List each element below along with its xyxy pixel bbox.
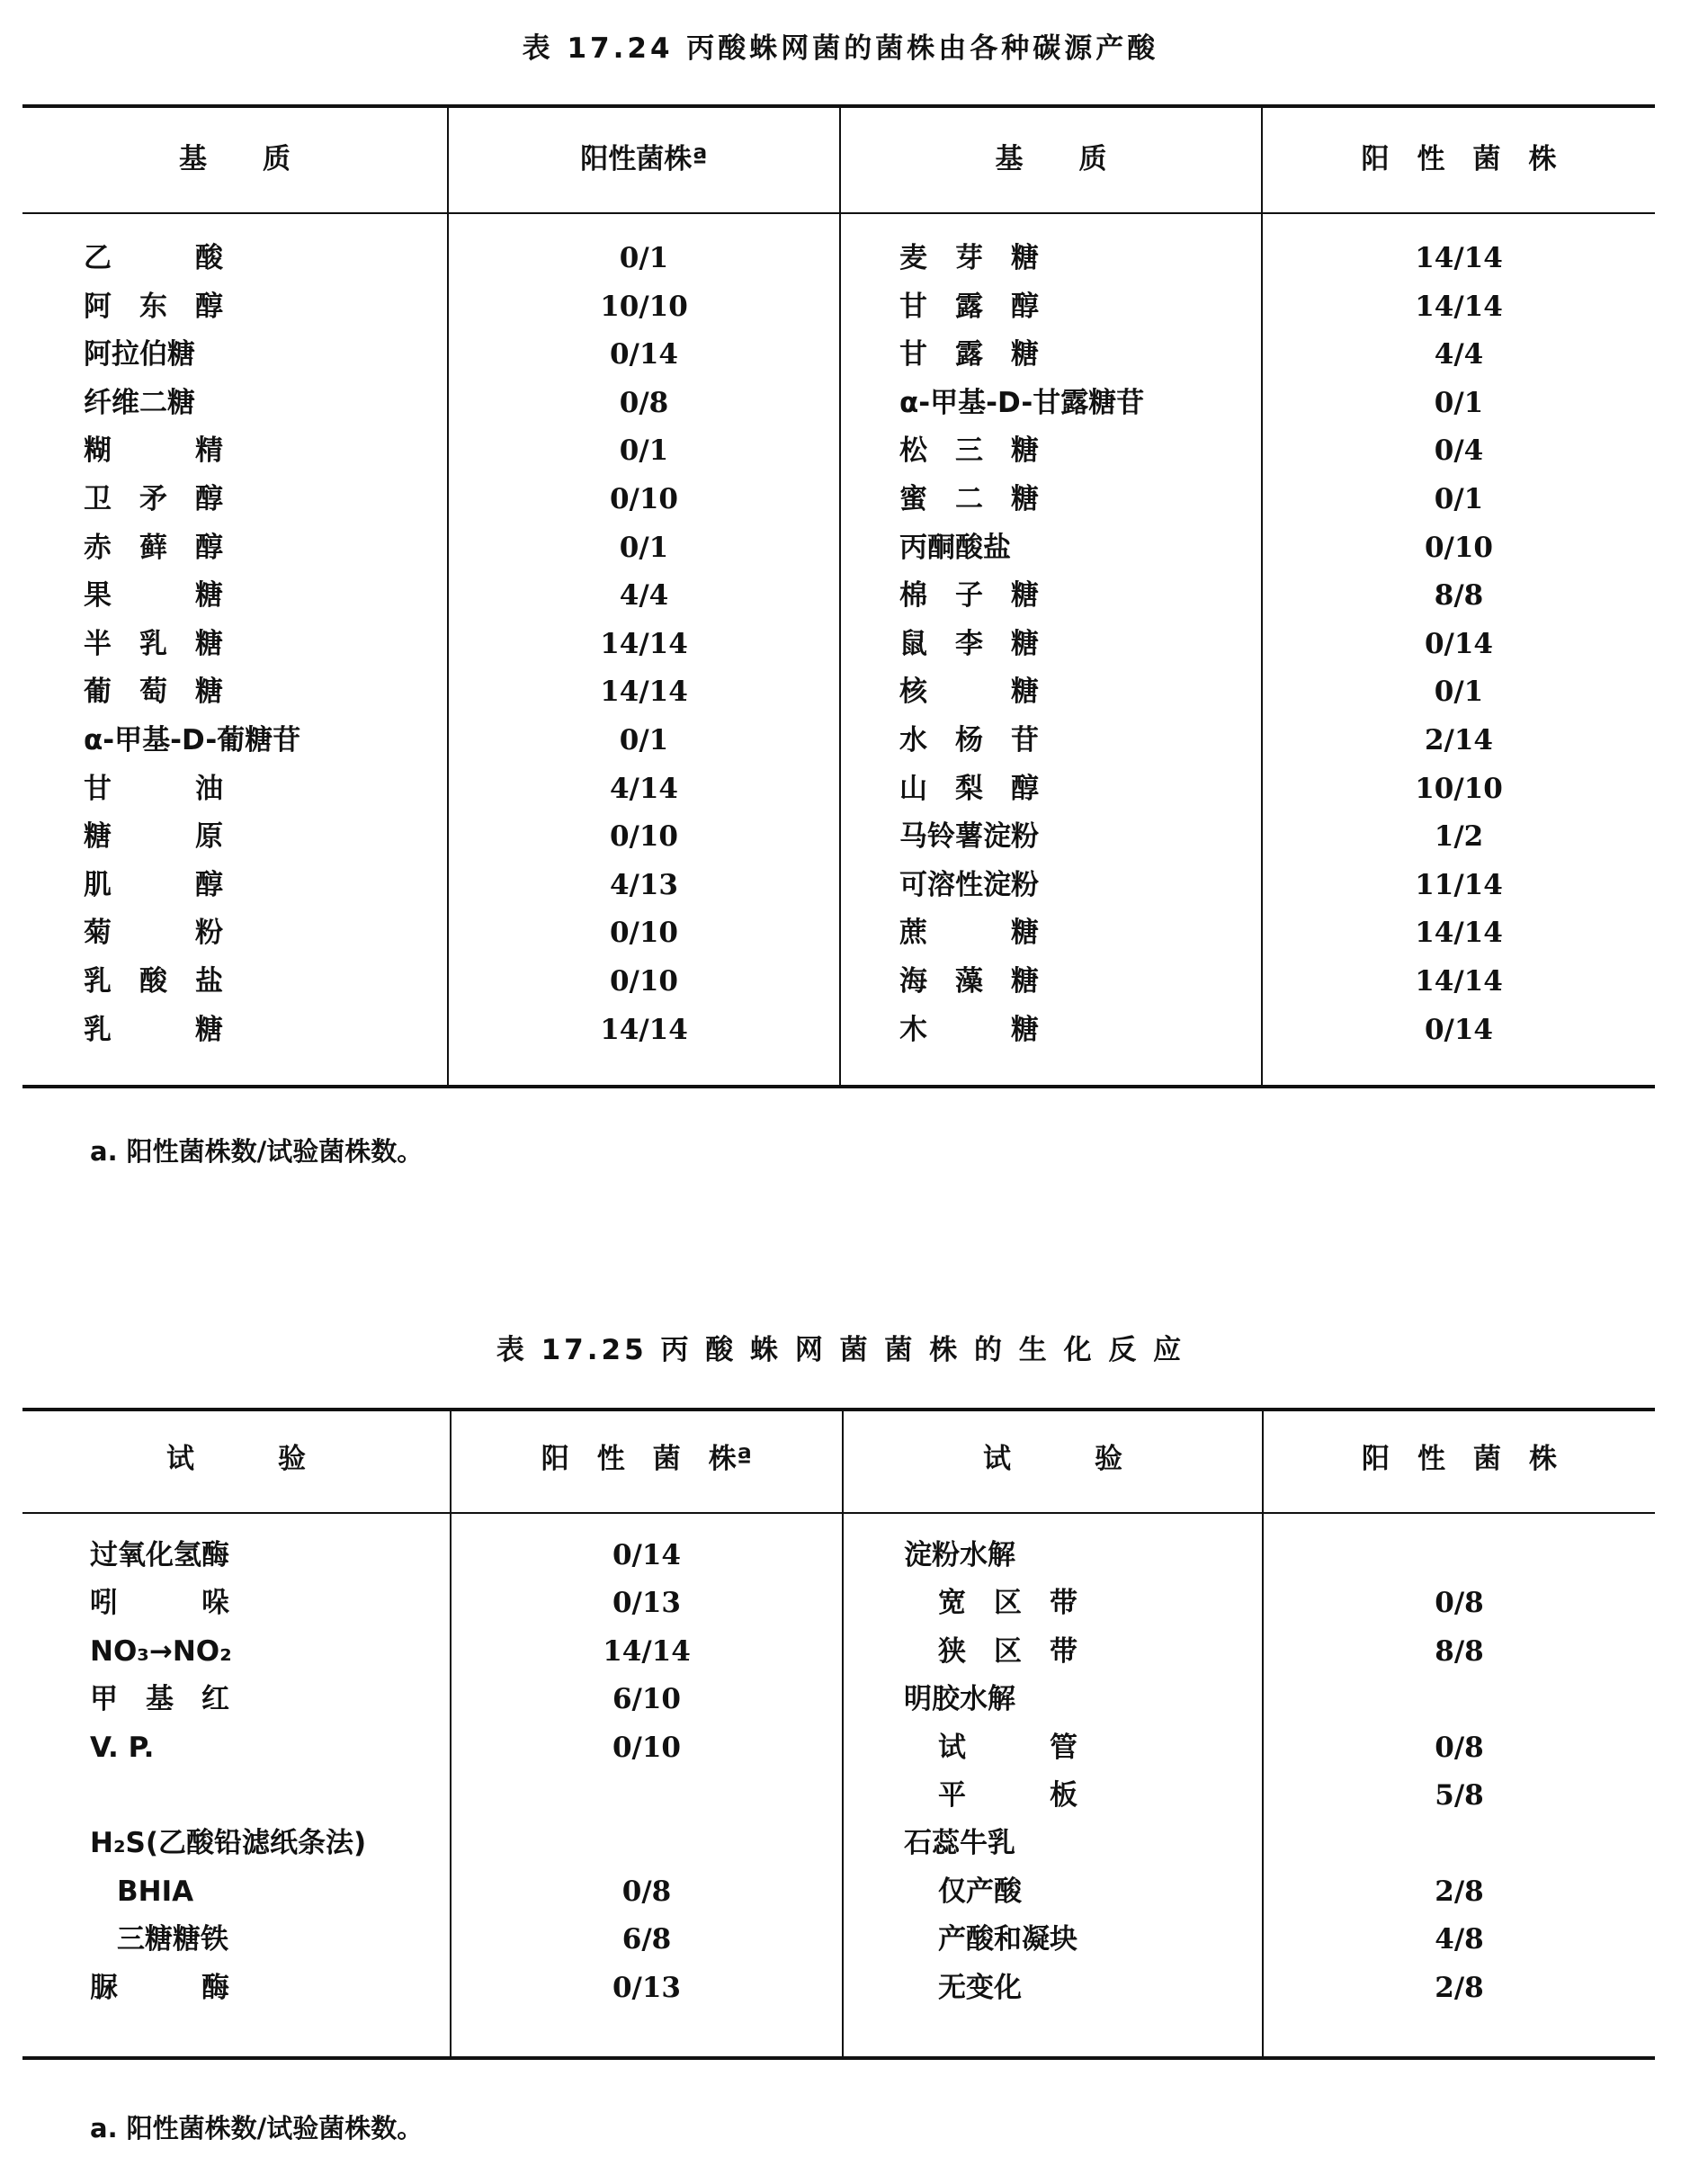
table1-value-cell: 0/14 bbox=[609, 338, 679, 371]
table2-footnote: a. 阳性菌株数/试验菌株数。 bbox=[90, 2113, 424, 2144]
table2-value-cell: 0/14 bbox=[612, 1539, 682, 1571]
table2-test-cell: BHIA bbox=[117, 1875, 194, 1908]
table1-value-cell: 0/8 bbox=[619, 386, 669, 419]
table1-value-cell: 0/10 bbox=[1424, 531, 1494, 564]
table1-header-positive-right: 阳 性 菌 株 bbox=[1361, 143, 1557, 175]
table2-value-cell: 0/8 bbox=[1435, 1587, 1484, 1620]
table1-value-cell: 0/1 bbox=[1434, 483, 1484, 515]
table1-substrate-cell: 乳 酸 盐 bbox=[84, 965, 223, 998]
table1-substrate-cell: 蜜 二 糖 bbox=[899, 483, 1039, 515]
table1-value-cell: 0/1 bbox=[619, 724, 669, 756]
table-row bbox=[22, 283, 1655, 331]
table1-substrate-cell: 鼠 李 糖 bbox=[899, 627, 1039, 660]
table1-substrate-cell: α-甲基-D-葡糖苷 bbox=[84, 724, 301, 756]
table1-substrate-cell: 蔗 糖 bbox=[899, 917, 1039, 950]
table2-test-cell: 狭 区 带 bbox=[938, 1634, 1077, 1668]
table1-substrate-cell: 赤 藓 醇 bbox=[84, 531, 223, 564]
table1-substrate-cell: α-甲基-D-甘露糖苷 bbox=[899, 386, 1145, 419]
table1-value-cell: 14/14 bbox=[1415, 290, 1503, 323]
table2-value-cell bbox=[1264, 1676, 1655, 1723]
table-row bbox=[22, 380, 1655, 427]
table-row bbox=[22, 331, 1655, 379]
table1-value-cell: 14/14 bbox=[1415, 242, 1503, 274]
table2-test-cell: 甲 基 红 bbox=[90, 1683, 229, 1716]
table-row bbox=[22, 427, 1655, 475]
table1-value-cell: 8/8 bbox=[1434, 579, 1484, 613]
table-row bbox=[22, 958, 1655, 1006]
table1-substrate-cell: 菊 粉 bbox=[84, 917, 223, 950]
table1-substrate-cell: 丙酮酸盐 bbox=[899, 531, 1011, 564]
table1-substrate-cell: 果 糖 bbox=[84, 579, 223, 613]
table1-substrate-cell: 核 糖 bbox=[899, 676, 1039, 709]
table-row bbox=[22, 1724, 1655, 1772]
table2-test-cell: 平 板 bbox=[938, 1779, 1077, 1812]
table1-value-cell: 10/10 bbox=[1415, 772, 1503, 805]
table1-header-substrate-right: 基 质 bbox=[995, 143, 1107, 175]
table-row bbox=[22, 668, 1655, 716]
table1-value-cell: 0/10 bbox=[609, 965, 679, 998]
table1-value-cell: 0/10 bbox=[609, 917, 679, 950]
table-row bbox=[22, 1580, 1655, 1627]
table1-substrate-cell: 木 糖 bbox=[899, 1013, 1039, 1046]
table2-value-cell: 0/8 bbox=[621, 1875, 672, 1908]
table1-substrate-cell: 棉 子 糖 bbox=[899, 579, 1039, 613]
table1-caption: 表 17.24 丙酸蛛网菌的菌株由各种碳源产酸 bbox=[522, 32, 1159, 65]
table1-substrate-cell: 甘 露 糖 bbox=[899, 338, 1039, 371]
table1-substrate-cell: 阿 东 醇 bbox=[84, 290, 223, 323]
table2-test-cell: 宽 区 带 bbox=[938, 1587, 1077, 1620]
table-row bbox=[22, 1628, 1655, 1676]
table2-test-cell: 淀粉水解 bbox=[904, 1539, 1015, 1571]
table1-header-positive-left: 阳性菌株ª bbox=[580, 143, 708, 175]
table2-value-cell: 14/14 bbox=[603, 1634, 691, 1668]
table2-value-cell: 6/10 bbox=[612, 1683, 682, 1716]
table1-substrate-cell: 糖 原 bbox=[84, 820, 223, 854]
table-row bbox=[22, 1772, 1655, 1820]
table1 bbox=[22, 104, 1655, 1088]
table2-test-cell: H₂S(乙酸铅滤纸条法) bbox=[90, 1827, 367, 1860]
table2-test-cell: NO₃→NO₂ bbox=[90, 1634, 232, 1668]
table2-value-cell: 0/13 bbox=[612, 1971, 682, 2004]
table2-test-cell: 吲 哚 bbox=[90, 1587, 229, 1620]
table1-substrate-cell: 半 乳 糖 bbox=[84, 627, 223, 660]
table-row bbox=[22, 1676, 1655, 1723]
table1-value-cell: 1/2 bbox=[1434, 820, 1484, 854]
table2-header-test-left: 试 验 bbox=[166, 1443, 306, 1475]
table1-value-cell: 10/10 bbox=[600, 290, 688, 323]
table1-value-cell: 4/4 bbox=[1434, 338, 1484, 371]
table2-test-cell: 三糖糖铁 bbox=[117, 1923, 228, 1956]
table-row bbox=[22, 765, 1655, 813]
table2-value-cell: 4/8 bbox=[1435, 1923, 1484, 1956]
table1-value-cell: 4/14 bbox=[609, 772, 679, 805]
table2-test-cell: 过氧化氢酶 bbox=[90, 1539, 229, 1571]
table2-value-cell: 2/8 bbox=[1435, 1875, 1484, 1908]
table2-header-test-right: 试 验 bbox=[983, 1443, 1122, 1475]
table2-header-positive-right: 阳 性 菌 株 bbox=[1362, 1443, 1557, 1475]
table1-substrate-cell: 卫 矛 醇 bbox=[84, 483, 223, 515]
table1-value-cell: 0/1 bbox=[619, 434, 669, 468]
table1-value-cell: 0/10 bbox=[609, 483, 679, 515]
table-row bbox=[22, 1532, 1655, 1580]
table1-substrate-cell: 肌 醇 bbox=[84, 868, 223, 901]
table1-substrate-cell: 麦 芽 糖 bbox=[899, 242, 1039, 274]
table2-test-cell: 无变化 bbox=[938, 1971, 1022, 2004]
table1-substrate-cell: 可溶性淀粉 bbox=[899, 868, 1039, 901]
table1-footnote: a. 阳性菌株数/试验菌株数。 bbox=[90, 1136, 424, 1167]
table2-bottom-rule bbox=[22, 2056, 1655, 2060]
table1-substrate-cell: 葡 萄 糖 bbox=[84, 676, 223, 709]
table1-substrate-cell: 乳 糖 bbox=[84, 1013, 223, 1046]
table-row bbox=[22, 1007, 1655, 1054]
table1-header-substrate-left: 基 质 bbox=[179, 143, 291, 175]
table1-substrate-cell: 甘 露 醇 bbox=[899, 290, 1039, 323]
table1-value-cell: 14/14 bbox=[1415, 917, 1503, 950]
table2-test-cell: V. P. bbox=[90, 1731, 155, 1764]
table1-value-cell: 2/14 bbox=[1424, 724, 1494, 756]
table-row bbox=[22, 909, 1655, 957]
table1-value-cell: 14/14 bbox=[1415, 965, 1503, 998]
table2-value-cell: 0/13 bbox=[612, 1587, 682, 1620]
table-row bbox=[22, 476, 1655, 524]
table2-value-cell bbox=[452, 1772, 842, 1820]
table2-header-rule bbox=[22, 1512, 1655, 1514]
table-row bbox=[22, 1868, 1655, 1916]
table1-substrate-cell: 阿拉伯糖 bbox=[84, 338, 195, 371]
table1-value-cell: 0/4 bbox=[1434, 434, 1484, 468]
table-row bbox=[22, 572, 1655, 620]
table2-test-cell: 脲 酶 bbox=[90, 1971, 229, 2004]
table2-value-cell: 2/8 bbox=[1435, 1971, 1484, 2004]
table2 bbox=[22, 1408, 1655, 2060]
table-row bbox=[22, 621, 1655, 668]
table2-test-cell: 仅产酸 bbox=[938, 1875, 1022, 1908]
table1-value-cell: 14/14 bbox=[600, 627, 688, 660]
table1-substrate-cell: 糊 精 bbox=[84, 434, 223, 468]
table-row bbox=[22, 235, 1655, 282]
table1-substrate-cell: 海 藻 糖 bbox=[899, 965, 1039, 998]
table1-value-cell: 4/4 bbox=[619, 579, 669, 613]
table2-header-positive-left: 阳 性 菌 株ª bbox=[541, 1443, 753, 1475]
table2-value-cell: 6/8 bbox=[621, 1923, 672, 1956]
table-row bbox=[22, 1820, 1655, 1867]
table1-value-cell: 11/14 bbox=[1415, 868, 1503, 901]
table1-value-cell: 0/1 bbox=[619, 531, 669, 564]
table1-value-cell: 4/13 bbox=[609, 868, 679, 901]
table-row bbox=[22, 524, 1655, 572]
table1-value-cell: 14/14 bbox=[600, 1013, 688, 1046]
table1-value-cell: 0/14 bbox=[1424, 627, 1494, 660]
table1-substrate-cell: 纤维二糖 bbox=[84, 386, 195, 419]
table2-value-cell: 8/8 bbox=[1435, 1634, 1484, 1668]
table1-value-cell: 0/14 bbox=[1424, 1013, 1494, 1046]
table-row bbox=[22, 813, 1655, 861]
table-row bbox=[22, 1965, 1655, 2012]
table1-value-cell: 14/14 bbox=[600, 676, 688, 709]
table2-value-cell: 0/8 bbox=[1435, 1731, 1484, 1764]
table2-test-cell: 石蕊牛乳 bbox=[904, 1827, 1015, 1860]
table2-test-cell: 试 管 bbox=[938, 1731, 1077, 1764]
table2-value-cell bbox=[1264, 1820, 1655, 1867]
table2-value-cell bbox=[1264, 1532, 1655, 1580]
table1-value-cell: 0/1 bbox=[619, 242, 669, 274]
table1-value-cell: 0/10 bbox=[609, 820, 679, 854]
table1-substrate-cell: 马铃薯淀粉 bbox=[899, 820, 1039, 854]
table2-value-cell bbox=[452, 1820, 842, 1867]
table1-substrate-cell: 乙 酸 bbox=[84, 242, 223, 274]
table2-caption: 表 17.25 丙 酸 蛛 网 菌 菌 株 的 生 化 反 应 bbox=[496, 1334, 1185, 1366]
table1-value-cell: 0/1 bbox=[1434, 386, 1484, 419]
table1-substrate-cell: 山 梨 醇 bbox=[899, 772, 1039, 805]
table2-test-cell: 产酸和凝块 bbox=[938, 1923, 1077, 1956]
table1-substrate-cell: 松 三 糖 bbox=[899, 434, 1039, 468]
table2-value-cell: 0/10 bbox=[612, 1731, 682, 1764]
table1-substrate-cell: 水 杨 苷 bbox=[899, 724, 1039, 756]
table-row bbox=[22, 717, 1655, 765]
table1-bottom-rule bbox=[22, 1085, 1655, 1088]
table1-value-cell: 0/1 bbox=[1434, 676, 1484, 709]
table1-substrate-cell: 甘 油 bbox=[84, 772, 223, 805]
table2-value-cell: 5/8 bbox=[1435, 1779, 1484, 1812]
table-row bbox=[22, 1916, 1655, 1964]
table-row bbox=[22, 862, 1655, 909]
table2-test-cell: 明胶水解 bbox=[904, 1683, 1015, 1716]
